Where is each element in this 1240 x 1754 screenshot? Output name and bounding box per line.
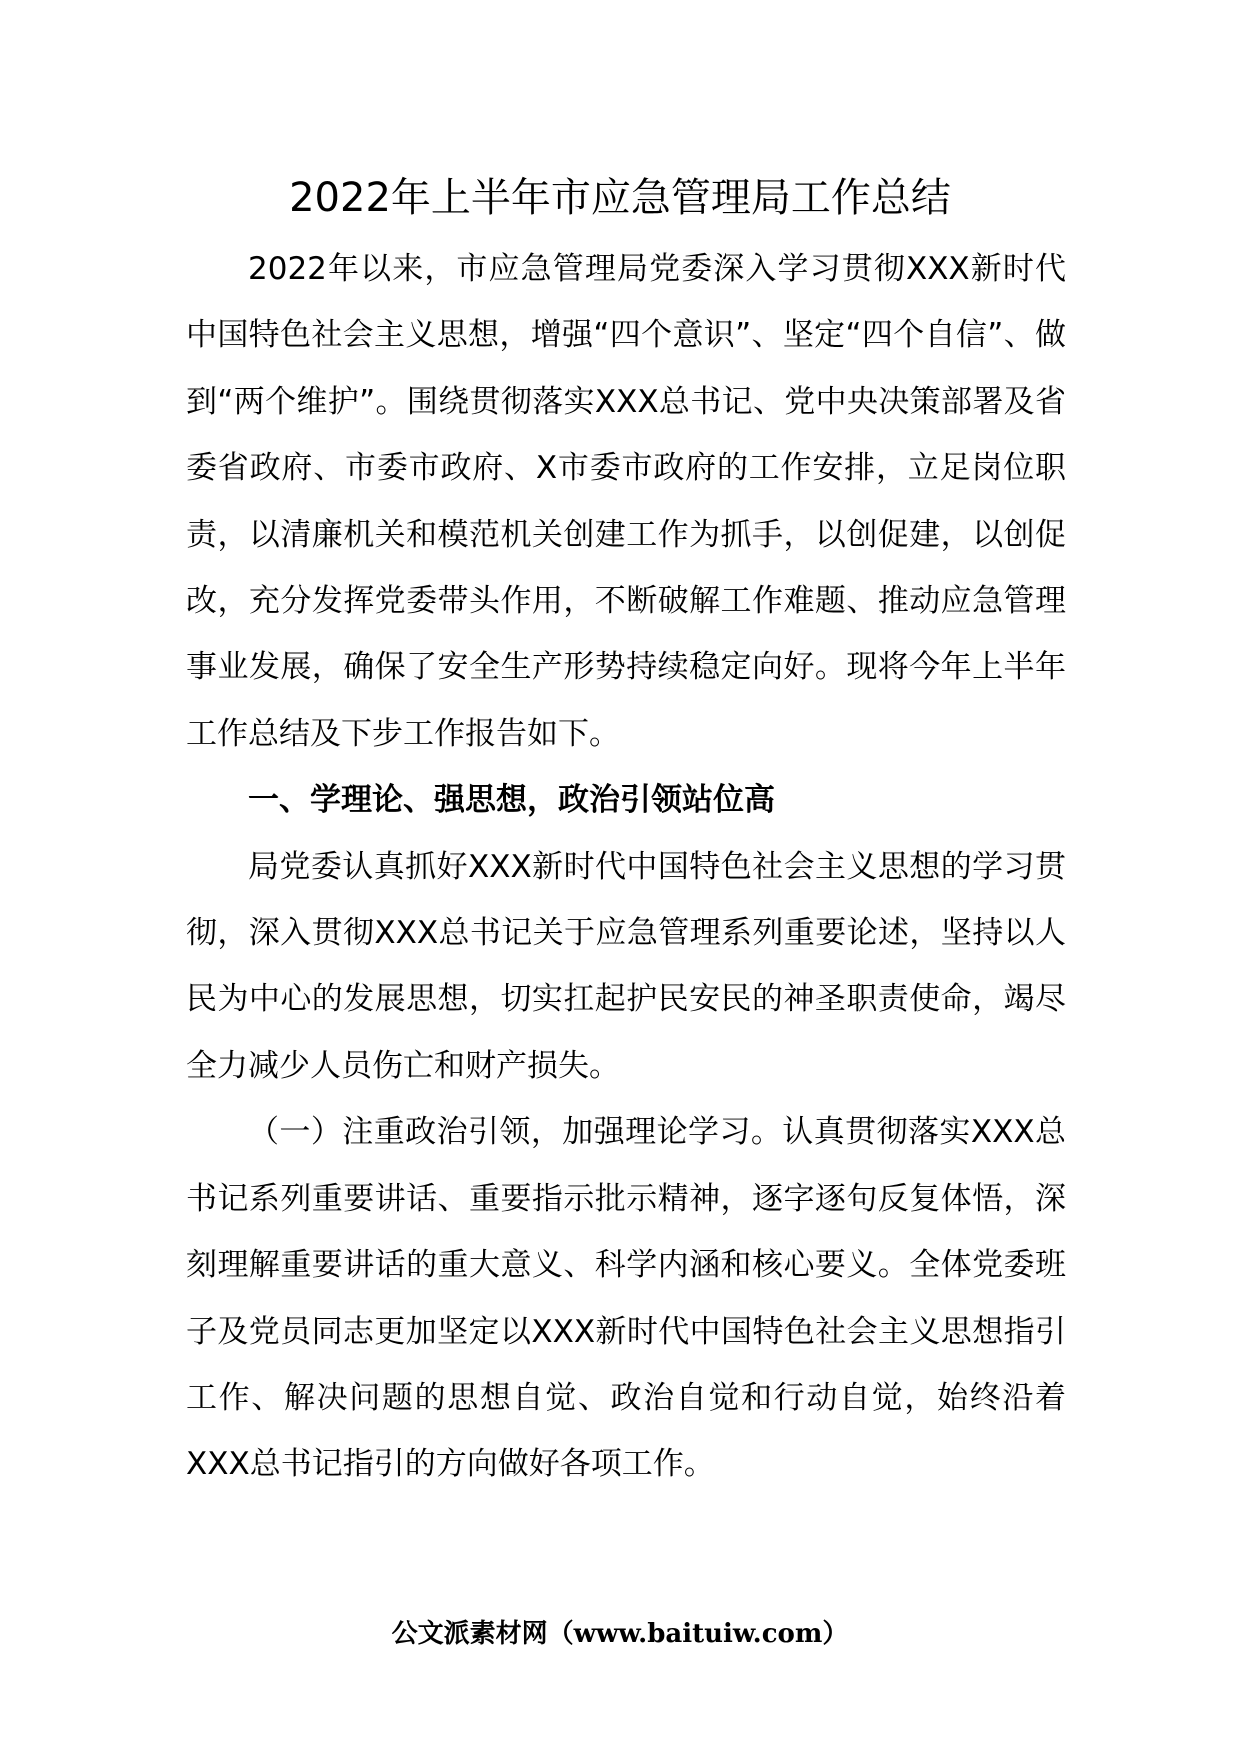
intro-paragraph: 2022年以来，市应急管理局党委深入学习贯彻XXX新时代中国特色社会主义思想，增强“四个意识”、坚定“四个自信”、做到“两个维护”。围绕贯彻落实XXX总书记、党中央决策部署及省委省政府、市委市政府、X市委市政府的工作安排，立足岗位职责，以清廉机关和模范机关创建工作为抓手，以创促建，以创促改，充分发挥党委带头作用，不断破解工作难题、推动应急管理事业发展，确保了安全生产形势持续稳定向好。现将今年上半年工作总结及下步工作报告如下。 [186, 251, 1066, 752]
section-heading: 一、学理论、强思想，政治引领站位高 [248, 782, 775, 819]
section-paragraph: 局党委认真抓好XXX新时代中国特色社会主义思想的学习贯彻，深入贯彻XXX总书记关于应急管理系列重要论述，坚持以人民为中心的发展思想，切实扛起护民安民的神圣职责使命，竭尽全力减少人员伤亡和财产损失。 [186, 848, 1066, 1084]
subsection-paragraph: （一）注重政治引领，加强理论学习。认真贯彻落实XXX总书记系列重要讲话、重要指示批示精神，逐字逐句反复体悟，深刻理解重要讲话的重大意义、科学内涵和核心要义。全体党委班子及党员同志更加坚定以XXX新时代中国特色社会主义思想指引工作、解决问题的思想自觉、政治自觉和行动自觉，始终沿着XXX总书记指引的方向做好各项工作。 [186, 1114, 1066, 1483]
footer-watermark: 公文派素材网（www.baituiw.com） [391, 1619, 849, 1649]
document-title: 2022年上半年市应急管理局工作总结 [289, 175, 951, 221]
document-body [186, 236, 1066, 1498]
